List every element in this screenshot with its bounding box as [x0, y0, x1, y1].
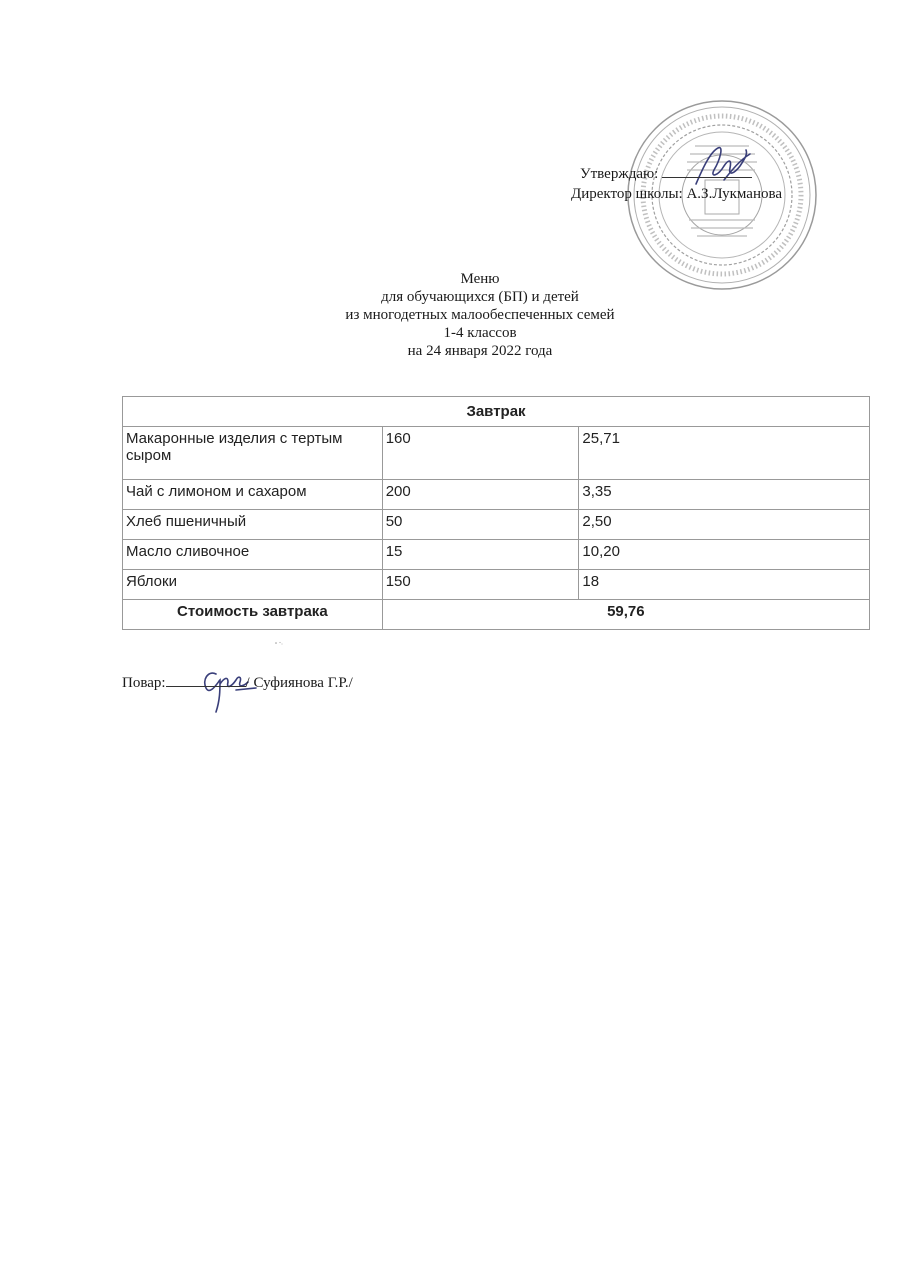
- cook-line: [122, 674, 353, 692]
- total-row: [123, 600, 870, 630]
- dish-name: Масло сливочное: [123, 540, 383, 570]
- approval-line: [580, 165, 752, 183]
- total-label: Стоимость завтрака: [123, 600, 383, 630]
- cook-signature-blank: [166, 674, 246, 687]
- table-row: [123, 510, 870, 540]
- dish-name: Чай с лимоном и сахаром: [123, 480, 383, 510]
- document-heading: [0, 270, 897, 360]
- table-row: [123, 540, 870, 570]
- dish-price: 10,20: [579, 540, 870, 570]
- dish-weight: 50: [382, 510, 579, 540]
- dish-price: 18: [579, 570, 870, 600]
- heading-line-4: 1-4 классов: [443, 325, 517, 341]
- table-row: [123, 480, 870, 510]
- dish-name: Яблоки: [123, 570, 383, 600]
- dish-weight: 15: [382, 540, 579, 570]
- cook-name: / Суфиянова Г.Р./: [245, 675, 353, 691]
- table-header-row: [123, 397, 870, 427]
- approve-label: Утверждаю:: [580, 166, 659, 182]
- heading-line-5: на 24 января 2022 года: [407, 343, 553, 359]
- dish-price: 25,71: [579, 427, 870, 480]
- dish-weight: 150: [382, 570, 579, 600]
- heading-line-1: Меню: [460, 271, 500, 287]
- table-row: [123, 427, 870, 480]
- menu-table: [122, 396, 870, 630]
- heading-line-3: из многодетных малообеспеченных семей: [345, 307, 615, 323]
- dish-name: Хлеб пшеничный: [123, 510, 383, 540]
- dish-weight: 200: [382, 480, 579, 510]
- table-row: [123, 570, 870, 600]
- scan-speck: [274, 641, 284, 645]
- signature-blank: [662, 165, 752, 178]
- dish-name: Макаронные изделия с тертым сыром: [123, 427, 383, 480]
- section-title: Завтрак: [123, 397, 870, 427]
- dish-price: 2,50: [579, 510, 870, 540]
- cook-label: Повар:: [122, 675, 166, 691]
- total-value: 59,76: [382, 600, 869, 630]
- director-line: Директор школы: А.З.Лукманова: [571, 186, 783, 202]
- dish-weight: 160: [382, 427, 579, 480]
- heading-line-2: для обучающихся (БП) и детей: [381, 289, 579, 305]
- dish-price: 3,35: [579, 480, 870, 510]
